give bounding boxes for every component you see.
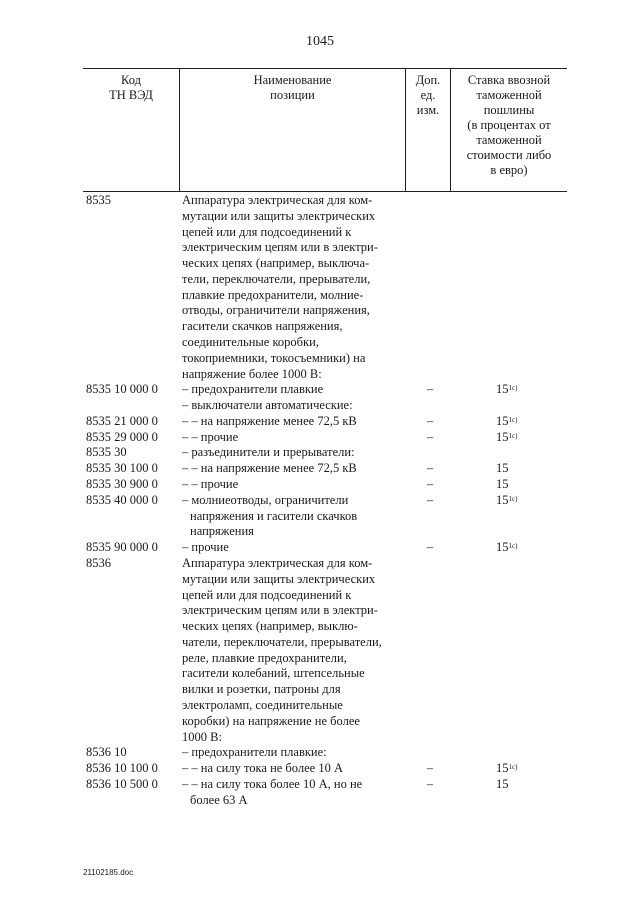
row-description: электрическим цепям или в электри- <box>182 603 378 618</box>
header-unit <box>406 73 450 118</box>
header-unit-line: ед. <box>420 88 436 102</box>
row-description: мутации или защиты электрических <box>182 208 376 223</box>
row-description: мутации или защиты электрических <box>182 571 376 586</box>
row-duty-rate-value: 15 <box>496 477 509 492</box>
row-unit: – <box>426 413 434 428</box>
header-name <box>180 73 405 103</box>
page-number: 1045 <box>306 34 334 49</box>
row-duty-rate <box>496 430 536 446</box>
row-description: – предохранители плавкие: <box>182 745 327 760</box>
row-duty-rate <box>496 414 536 430</box>
row-code: 8535 90 000 0 <box>86 540 158 555</box>
row-description: – прочие <box>182 540 229 555</box>
row-description: напряжение более 1000 В: <box>182 366 322 381</box>
row-unit: – <box>426 461 434 476</box>
row-code: 8535 <box>86 193 111 207</box>
row-duty-rate <box>496 540 536 556</box>
row-description: отводы, ограничители напряжения, <box>182 303 370 318</box>
header-rate <box>451 73 567 178</box>
header-code-line: ТН ВЭД <box>109 88 153 102</box>
row-description: цепей или для подсоединений к <box>182 224 352 239</box>
row-duty-rate <box>496 477 536 493</box>
row-description: электроламп, соединительные <box>182 697 343 712</box>
header-rate-line: таможенной <box>476 88 542 102</box>
row-code: 8535 21 000 0 <box>86 413 158 428</box>
row-duty-rate-value: 15 <box>496 429 509 444</box>
row-description: Аппаратура электрическая для ком- <box>182 193 373 207</box>
row-description: коробки) на напряжение не более <box>182 713 360 728</box>
row-unit: – <box>426 492 434 507</box>
header-code <box>83 73 179 103</box>
row-unit: – <box>426 477 434 492</box>
header-unit-line: изм. <box>416 103 440 117</box>
row-duty-rate-footnote: 1с) <box>508 431 518 440</box>
row-description: – – прочие <box>182 477 239 492</box>
row-duty-rate <box>496 461 536 477</box>
row-description: – разъединители и прерыватели: <box>182 445 355 460</box>
header-rate-line: Ставка ввозной <box>467 73 551 87</box>
row-code: 8536 10 500 0 <box>86 776 158 791</box>
row-duty-rate-value: 15 <box>496 776 509 791</box>
row-unit: – <box>426 429 434 444</box>
row-unit: – <box>426 761 434 776</box>
row-description: гасители скачков напряжения, <box>182 319 343 334</box>
row-code: 8535 10 000 0 <box>86 382 158 397</box>
header-code-line: Код <box>121 73 141 87</box>
row-duty-rate-footnote: 1с) <box>508 415 518 424</box>
row-description: – предохранители плавкие <box>182 382 324 397</box>
row-description: напряжения и гасители скачков <box>190 508 358 523</box>
row-description: соединительные коробки, <box>182 335 319 350</box>
row-duty-rate <box>496 777 536 793</box>
row-code: 8535 30 100 0 <box>86 461 158 476</box>
row-description: цепей или для подсоединений к <box>182 587 352 602</box>
row-description: – – на силу тока не более 10 А <box>182 761 343 776</box>
row-description: реле, плавкие предохранители, <box>182 650 347 665</box>
table-top-border <box>83 68 567 69</box>
row-code: 8535 30 900 0 <box>86 477 158 492</box>
row-description: 1000 В: <box>182 729 222 744</box>
row-duty-rate-value: 15 <box>496 492 509 507</box>
row-duty-rate <box>496 761 536 777</box>
row-duty-rate-value: 15 <box>496 461 509 476</box>
row-code: 8535 30 <box>86 445 127 460</box>
row-description: электрическим цепям или в электри- <box>182 240 378 255</box>
row-description: вилки и розетки, патроны для <box>182 682 341 697</box>
row-duty-rate-value: 15 <box>496 761 509 776</box>
row-description: – – на напряжение менее 72,5 кВ <box>182 413 357 428</box>
row-duty-rate-footnote: 1с) <box>508 763 518 772</box>
row-description: – – прочие <box>182 429 239 444</box>
row-description: токоприемники, токосъемники) на <box>182 350 366 365</box>
row-description: тели, переключатели, прерыватели, <box>182 271 371 286</box>
row-duty-rate-footnote: 1с) <box>508 494 518 503</box>
header-rate-line: в евро) <box>490 163 528 177</box>
row-unit: – <box>426 776 434 791</box>
row-description: напряжения <box>190 524 254 539</box>
header-unit-line: Доп. <box>415 73 441 87</box>
row-description: гасители колебаний, штепсельные <box>182 666 365 681</box>
row-code: 8536 10 100 0 <box>86 761 158 776</box>
header-rate-line: пошлины <box>483 103 535 117</box>
row-code: 8535 40 000 0 <box>86 492 158 507</box>
row-description: более 63 А <box>190 792 248 807</box>
row-duty-rate <box>496 493 536 509</box>
row-description: – выключатели автоматические: <box>182 398 353 413</box>
row-description: – – на силу тока более 10 А, но не <box>182 776 363 791</box>
row-description: – – на напряжение менее 72,5 кВ <box>182 461 357 476</box>
header-bottom-border <box>83 191 567 192</box>
row-code: 8536 <box>86 555 111 570</box>
header-name-line: Наименование <box>253 73 332 87</box>
file-name-footer: 21102185.doc <box>83 868 134 877</box>
row-description: чатели, переключатели, прерыватели, <box>182 634 382 649</box>
row-code: 8536 10 <box>86 745 127 760</box>
row-duty-rate-footnote: 1с) <box>508 384 518 393</box>
row-description: ческих цепях (например, выключа- <box>182 256 370 271</box>
row-description: ческих цепях (например, выклю- <box>182 619 358 634</box>
row-description: плавкие предохранители, молние- <box>182 287 364 302</box>
header-rate-line: таможенной <box>476 133 542 147</box>
header-rate-line: (в процентах от <box>467 118 551 132</box>
row-duty-rate <box>496 382 536 398</box>
row-duty-rate-value: 15 <box>496 540 509 555</box>
row-unit: – <box>426 540 434 555</box>
row-duty-rate-value: 15 <box>496 413 509 428</box>
row-description: – молниеотводы, ограничители <box>182 492 349 507</box>
row-duty-rate-value: 15 <box>496 382 509 397</box>
row-description: Аппаратура электрическая для ком- <box>182 555 373 570</box>
header-name-line: позиции <box>270 88 315 102</box>
row-code: 8535 29 000 0 <box>86 429 158 444</box>
row-unit: – <box>426 382 434 397</box>
row-duty-rate-footnote: 1с) <box>508 542 518 551</box>
header-rate-line: стоимости либо <box>466 148 552 162</box>
